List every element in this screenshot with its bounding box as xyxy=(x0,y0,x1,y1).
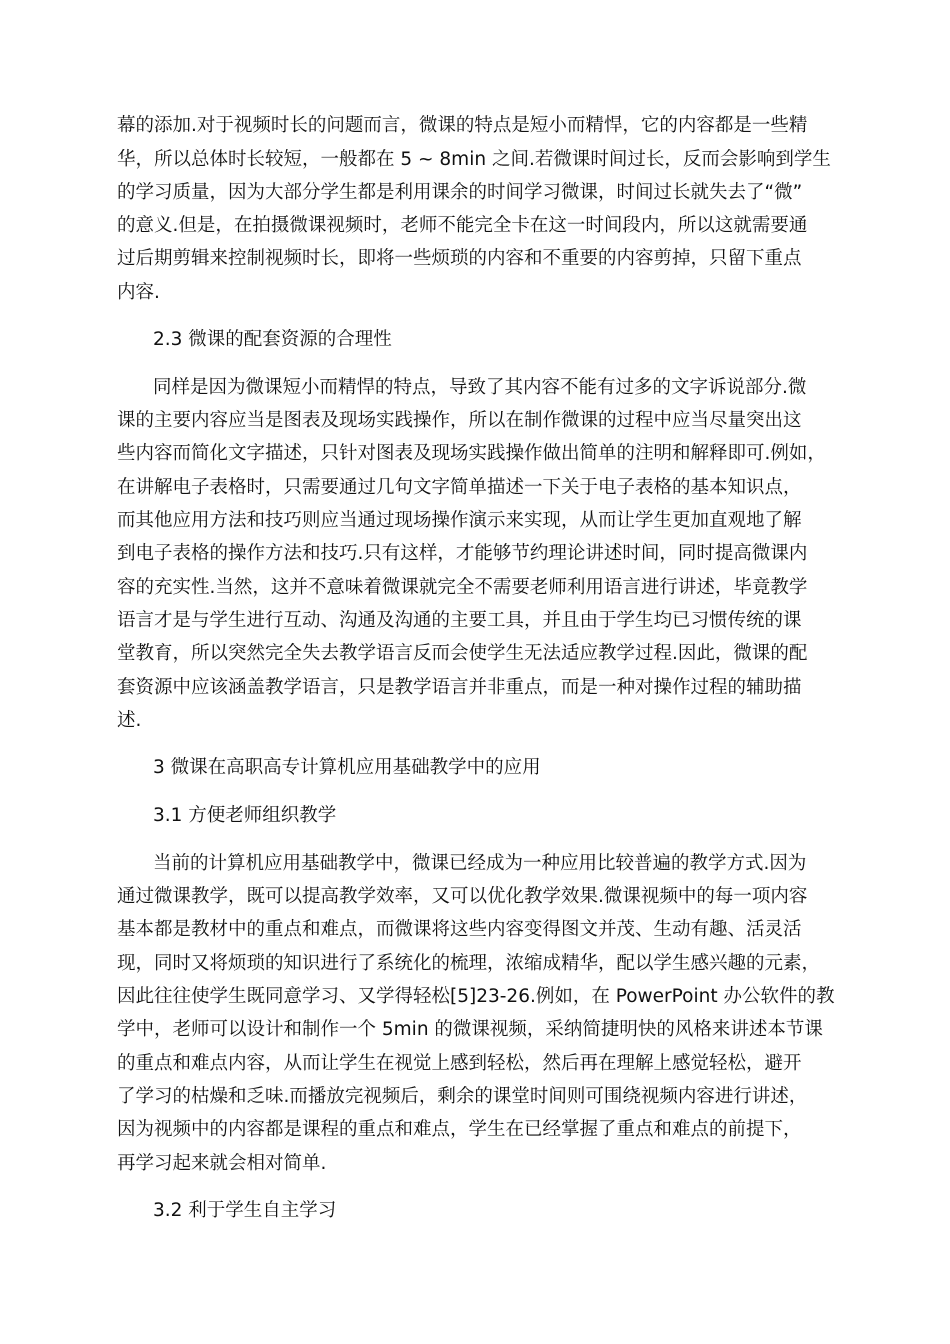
paragraph-line: 语言才是与学生进行互动、沟通及沟通的主要工具，并且由于学生均已习惯传统的课 xyxy=(117,610,802,631)
paragraph-line: 在讲解电子表格时，只需要通过几句文字简单描述一下关于电子表格的基本知识点， xyxy=(117,477,802,498)
paragraph-line: 述. xyxy=(117,710,142,731)
paragraph-line: 过后期剪辑来控制视频时长，即将一些烦琐的内容和不重要的内容剪掉，只留下重点 xyxy=(117,248,802,269)
section-heading: 2.3 微课的配套资源的合理性 xyxy=(153,329,392,350)
paragraph-line: 再学习起来就会相对简单. xyxy=(117,1153,327,1174)
paragraph-line: 到电子表格的操作方法和技巧.只有这样，才能够节约理论讲述时间，同时提高微课内 xyxy=(117,543,808,564)
paragraph-line: 幕的添加.对于视频时长的问题而言，微课的特点是短小而精悍，它的内容都是一些精 xyxy=(117,115,808,136)
paragraph-line: 课的主要内容应当是图表及现场实践操作，所以在制作微课的过程中应当尽量突出这 xyxy=(117,410,802,431)
paragraph-line: 同样是因为微课短小而精悍的特点，导致了其内容不能有过多的文字诉说部分.微 xyxy=(153,377,807,398)
paragraph-line: 的重点和难点内容，从而让学生在视觉上感到轻松，然后再在理解上感觉轻松，避开 xyxy=(117,1053,802,1074)
paragraph-line: 现，同时又将烦琐的知识进行了系统化的梳理，浓缩成精华，配以学生感兴趣的元素， xyxy=(117,953,821,974)
paragraph-line: 学中，老师可以设计和制作一个 5min 的微课视频，采纳简捷明快的风格来讲述本节课 xyxy=(117,1019,823,1040)
paragraph-line: 堂教育，所以突然完全失去教学语言反而会使学生无法适应教学过程.因此，微课的配 xyxy=(117,643,808,664)
section-heading: 3 微课在高职高专计算机应用基础教学中的应用 xyxy=(153,757,541,778)
paragraph-line: 因为视频中的内容都是课程的重点和难点，学生在已经掌握了重点和难点的前提下， xyxy=(117,1119,802,1140)
paragraph-line: 的学习质量，因为大部分学生都是利用课余的时间学习微课，时间过长就失去了“微” xyxy=(117,182,803,203)
paragraph-line: 基本都是教材中的重点和难点，而微课将这些内容变得图文并茂、生动有趣、活灵活 xyxy=(117,919,802,940)
paragraph-line: 内容. xyxy=(117,282,160,303)
paragraph-line: 因此往往使学生既同意学习、又学得轻松[5]23-26.例如，在 PowerPoint 办公软件的教 xyxy=(117,986,835,1007)
paragraph-line: 容的充实性.当然，这并不意味着微课就完全不需要老师利用语言进行讲述，毕竟教学 xyxy=(117,577,808,598)
paragraph-line: 当前的计算机应用基础教学中，微课已经成为一种应用比较普遍的教学方式.因为 xyxy=(153,853,807,874)
paragraph-line: 的意义.但是，在拍摄微课视频时，老师不能完全卡在这一时间段内，所以这就需要通 xyxy=(117,215,808,236)
subsection-heading: 3.2 利于学生自主学习 xyxy=(153,1200,337,1221)
paragraph-line: 通过微课教学，既可以提高教学效率，又可以优化教学效果.微课视频中的每一项内容 xyxy=(117,886,808,907)
paragraph-line: 套资源中应该涵盖教学语言，只是教学语言并非重点，而是一种对操作过程的辅助描 xyxy=(117,677,802,698)
paragraph-line: 了学习的枯燥和乏味.而播放完视频后，剩余的课堂时间则可围绕视频内容进行讲述， xyxy=(117,1086,808,1107)
paragraph-line: 些内容而简化文字描述，只针对图表及现场实践操作做出简单的注明和解释即可.例如， xyxy=(117,443,826,464)
subsection-heading: 3.1 方便老师组织教学 xyxy=(153,805,337,826)
paragraph-line: 而其他应用方法和技巧则应当通过现场操作演示来实现，从而让学生更加直观地了解 xyxy=(117,510,802,531)
paragraph-line: 华，所以总体时长较短，一般都在 5 ~ 8min 之间.若微课时间过长，反而会影响到学生 xyxy=(117,149,831,170)
